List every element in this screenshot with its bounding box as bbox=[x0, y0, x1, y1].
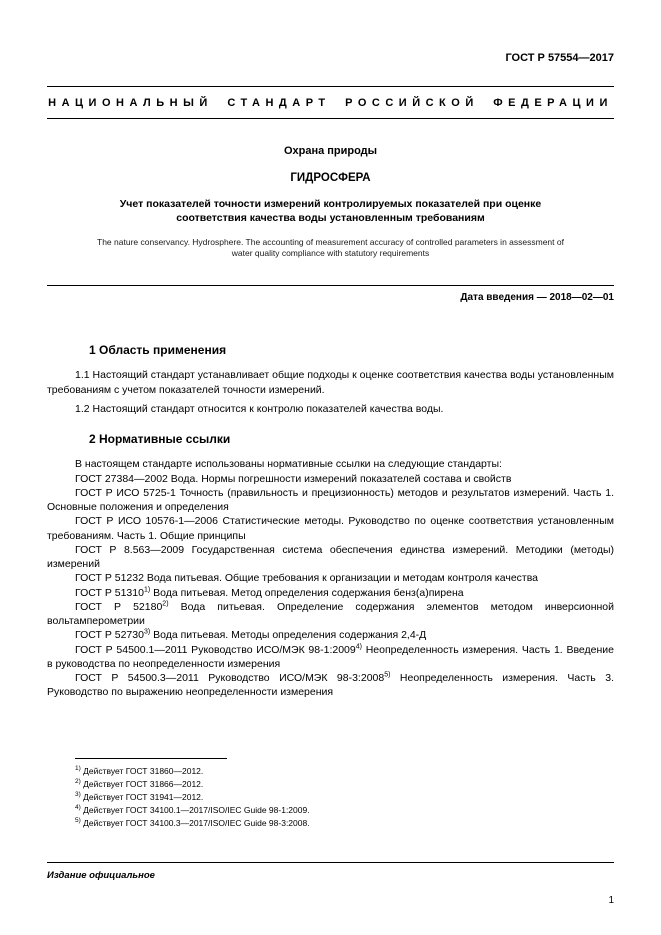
reference-text: ГОСТ Р 52180 bbox=[75, 600, 163, 613]
footnote-text: Действует ГОСТ 31941—2012. bbox=[83, 792, 204, 803]
standard-title-english: The nature conservancy. Hydrosphere. The accounting of measurement accuracy of controlled parameters in assessment of water quality compliance with statutory requirements bbox=[97, 237, 564, 259]
reference-text: Вода питьевая. Методы определения содержания 2,4-Д bbox=[150, 629, 427, 642]
reference-text: ГОСТ Р ИСО 5725-1 Точность (правильность и прецизионность) методов и результатов измерений. Часть 1. Основные положения и определения bbox=[47, 486, 614, 514]
footnote-text: Действует ГОСТ 34100.3—2017/ISO/IEC Guide 98-3:2008. bbox=[83, 818, 310, 829]
footnote-ref-mark: 4) bbox=[355, 643, 362, 651]
reference-text: ГОСТ Р 51232 Вода питьевая. Общие требования к организации и методам контроля качества bbox=[75, 572, 539, 585]
footnote-text: Действует ГОСТ 34100.1—2017/ISO/IEC Guide 98-1:2009. bbox=[83, 805, 310, 816]
footnote bbox=[75, 817, 614, 830]
footnotes-block bbox=[47, 758, 614, 831]
national-standard-banner bbox=[47, 86, 614, 119]
footnote bbox=[75, 791, 614, 804]
footnote-ref-mark: 5) bbox=[384, 671, 391, 679]
reference-item bbox=[47, 486, 614, 515]
reference-text: Вода питьевая. Метод определения содержания бенз(а)пирена bbox=[150, 586, 464, 599]
reference-item bbox=[47, 586, 614, 600]
footnote-marker: 2) bbox=[75, 778, 81, 786]
reference-item bbox=[47, 600, 614, 629]
effective-date: Дата введения — 2018—02—01 bbox=[460, 292, 614, 304]
reference-item bbox=[47, 472, 614, 486]
reference-text: ГОСТ 27384—2002 Вода. Нормы погрешности измерений показателей состава и свойств bbox=[75, 472, 512, 485]
page-footer bbox=[47, 862, 614, 906]
reference-text: ГОСТ Р 52730 bbox=[75, 629, 144, 642]
reference-text: Неопределенность измерения. Часть 3. Руководство по выражению неопределенности измерения bbox=[47, 672, 614, 699]
standard-subtitle: Учет показателей точности измерений контролируемых показателей при оценке соответствия качества воды установленным требованиям bbox=[119, 198, 542, 225]
standard-title: ГИДРОСФЕРА bbox=[290, 172, 371, 184]
section-heading-scope: 1 Область применения bbox=[89, 343, 227, 358]
reference-item bbox=[47, 628, 614, 642]
footnote bbox=[75, 804, 614, 817]
edition-note: Издание официальное bbox=[47, 870, 155, 881]
reference-item bbox=[47, 571, 614, 585]
footnote-text: Действует ГОСТ 31860—2012. bbox=[83, 765, 204, 776]
reference-item bbox=[47, 514, 614, 543]
reference-text: ГОСТ Р 54500.1—2011 Руководство ИСО/МЭК 98-1:2009 bbox=[75, 643, 356, 656]
reference-text: ГОСТ Р 8.563—2009 Государственная система обеспечения единства измерений. Методики (методы) измерений bbox=[47, 543, 614, 571]
footnote-marker: 4) bbox=[75, 804, 81, 812]
reference-text: Вода питьевая. Определение содержания элементов методом инверсионной вольтамперометрии bbox=[47, 600, 614, 628]
page-number: 1 bbox=[608, 895, 614, 906]
footnote bbox=[75, 765, 614, 778]
footnote-text: Действует ГОСТ 31866—2012. bbox=[83, 778, 204, 789]
standard-subject: Охрана природы bbox=[283, 145, 378, 157]
paragraph-1-1: 1.1 Настоящий стандарт устанавливает общие подходы к оценке соответствия качества воды установленным требованиям с учетом показателей точности измерений. bbox=[47, 369, 614, 396]
reference-item bbox=[47, 671, 614, 700]
doc-code: ГОСТ Р 57554—2017 bbox=[505, 52, 614, 64]
divider-rule bbox=[47, 285, 614, 286]
footer-rule bbox=[47, 862, 614, 863]
footnote-ref-mark: 1) bbox=[143, 586, 151, 594]
footnote-marker: 3) bbox=[75, 791, 81, 799]
references-intro: В настоящем стандарте использованы нормативные ссылки на следующие стандарты: bbox=[75, 458, 502, 471]
footnote-separator bbox=[75, 758, 227, 759]
footnote-ref-mark: 2) bbox=[162, 600, 169, 608]
reference-item bbox=[47, 643, 614, 672]
reference-text: Неопределенность измерения. Часть 1. Введение в руководства по неопределенности измерения bbox=[47, 643, 614, 670]
footnote-marker: 1) bbox=[75, 764, 81, 772]
reference-text: ГОСТ Р 51310 bbox=[75, 586, 144, 599]
footnote-ref-mark: 3) bbox=[143, 628, 151, 636]
references-list bbox=[47, 472, 614, 700]
paragraph-1-2: 1.2 Настоящий стандарт относится к контролю показателей качества воды. bbox=[75, 402, 444, 415]
footnote bbox=[75, 778, 614, 791]
reference-text: ГОСТ Р ИСО 10576-1—2006 Статистические методы. Руководство по оценке соответствия установленным требованиям. Часть 1. Общие принципы bbox=[47, 515, 614, 542]
footnote-marker: 5) bbox=[75, 817, 81, 825]
reference-text: ГОСТ Р 54500.3—2011 Руководство ИСО/МЭК 98-3:2008 bbox=[75, 672, 385, 685]
banner-text: НАЦИОНАЛЬНЫЙ СТАНДАРТ РОССИЙСКОЙ ФЕДЕРАЦИИ bbox=[48, 97, 613, 109]
reference-item bbox=[47, 543, 614, 572]
section-heading-references: 2 Нормативные ссылки bbox=[89, 432, 231, 447]
